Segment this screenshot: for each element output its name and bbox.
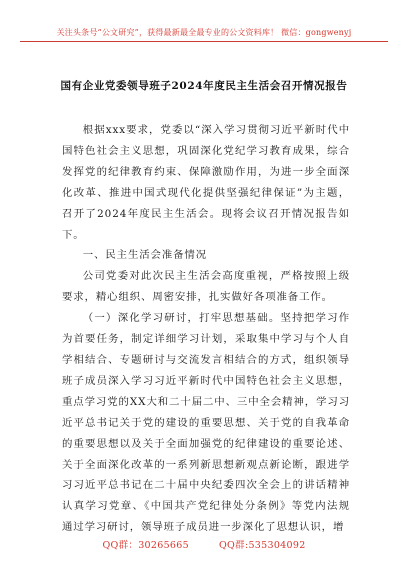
footer-qq-group-1: QQ群：30265665 [102,540,189,551]
intro-paragraph: 根据xxx要求，党委以“深入学习贯彻习近平新时代中国特色社会主义思想，巩固深化党纪学习教育成果，综合发挥党的纪律教育约束、保障激励作用，为进一步全面深化改革、推进中国式现代化提供坚强纪律保证”为主题，召开了2024年度民主生活会。现将会议召开情况报告如下。 [62,124,350,241]
header-divider [20,41,388,42]
section-heading: 一、民主生活会准备情况 [82,249,207,262]
header-banner: 关注头条号“公文研究”，获得最新最全最专业的公文资料库！ 微信：gongwenyj [56,28,352,37]
footer [0,537,408,551]
footer-qq-group-2: QQ群:535304092 [218,540,306,551]
body-paragraph: 公司党委对此次民主生活会高度重视，严格按照上级要求，精心组织、周密安排，扎实做好各项准备工作。 [62,270,350,304]
document-title: 国有企业党委领导班子2024年度民主生活会召开情况报告 [60,80,348,92]
body-paragraph: （一）深化学习研讨，打牢思想基础。坚持把学习作为首要任务，制定详细学习计划，采取集中学习与个人自学相结合、专题研讨与交流发言相结合的方式，组织领导班子成员深入学习习近平新时代中国特色社会主义思想，重点学习党的XX大和二十届二中、三中全会精神，学习习近平总书记关于党的建设的重要思想、关于党的自我革命的重要思想以及关于全面加强党的纪律建设的重要论述、关于全面深化改革的一系列新思想新观点新论断，跟进学习习近平总书记在二十届中央纪委四次全会上的讲话精神认真学习党章、《中国共产党纪律处分条例》等党内法规通过学习研讨，领导班子成员进一步深化了思想认识，增 [62,312,350,534]
document-body [62,120,350,538]
